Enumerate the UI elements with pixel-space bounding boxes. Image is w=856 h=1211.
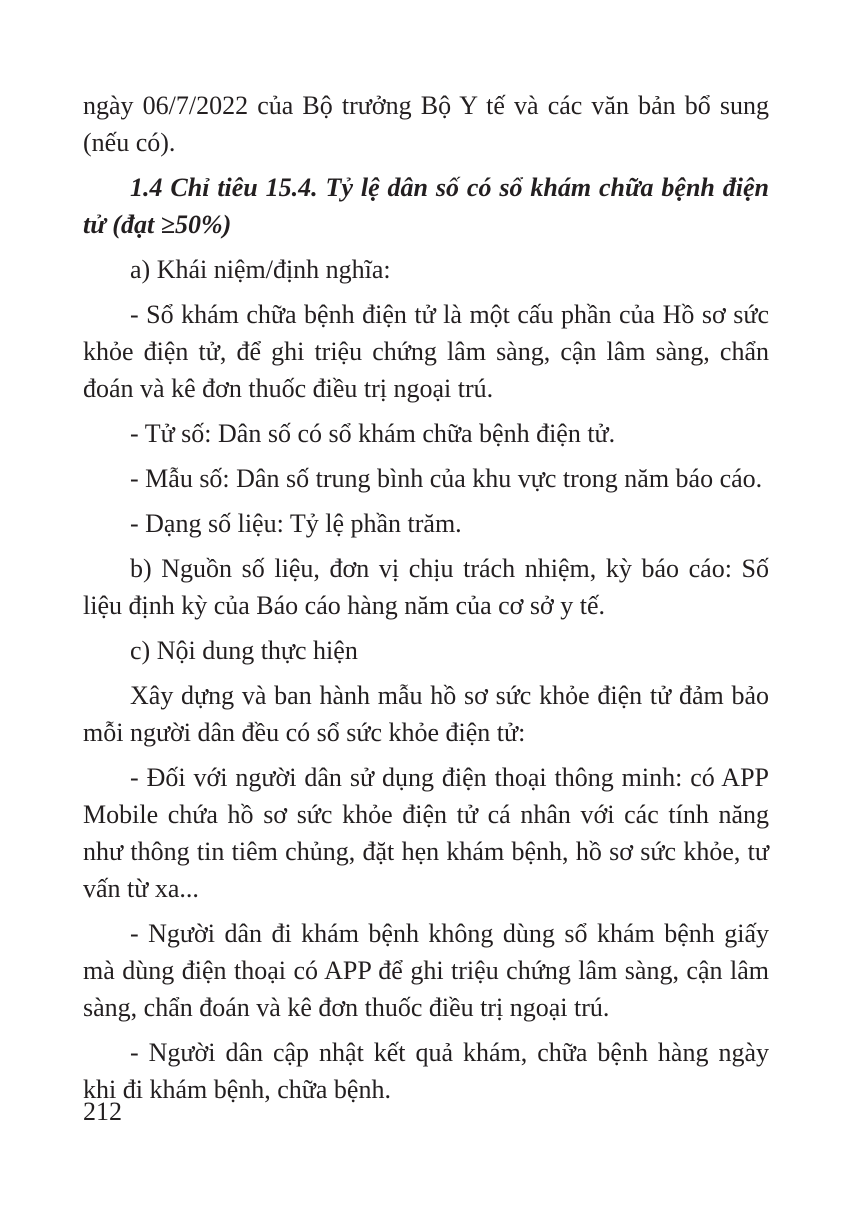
body-text — [83, 87, 769, 1116]
definition-paragraph: - Sổ khám chữa bệnh điện tử là một cấu phần của Hồ sơ sức khỏe điện tử, để ghi triệu chứng lâm sàng, cận lâm sàng, chẩn đoán và kê đơn thuốc điều trị ngoại trú. — [83, 300, 769, 403]
section-heading: 1.4 Chỉ tiêu 15.4. Tỷ lệ dân số có sổ khám chữa bệnh điện tử (đạt ≥50%) — [83, 173, 769, 239]
denominator-paragraph: - Mẫu số: Dân số trung bình của khu vực trong năm báo cáo. — [130, 464, 763, 493]
update-results-paragraph: - Người dân cập nhật kết quả khám, chữa bệnh hàng ngày khi đi khám bệnh, chữa bệnh. — [83, 1038, 769, 1104]
app-usage-paragraph: - Người dân đi khám bệnh không dùng sổ khám bệnh giấy mà dùng điện thoại có APP để ghi triệu chứng lâm sàng, cận lâm sàng, chẩn đoán và kê đơn thuốc điều trị ngoại trú. — [83, 919, 769, 1022]
smartphone-users-paragraph: - Đối với người dân sử dụng điện thoại thông minh: có APP Mobile chứa hồ sơ sức khỏe điện tử cá nhân với các tính năng như thông tin tiêm chủng, đặt hẹn khám bệnh, hồ sơ sức khỏe, tư vấn từ xa... — [83, 763, 769, 903]
numerator-paragraph: - Tử số: Dân số có sổ khám chữa bệnh điện tử. — [130, 419, 616, 448]
subsection-b-paragraph: b) Nguồn số liệu, đơn vị chịu trách nhiệm, kỳ báo cáo: Số liệu định kỳ của Báo cáo hàng năm của cơ sở y tế. — [83, 554, 769, 620]
paragraph-continuation: ngày 06/7/2022 của Bộ trưởng Bộ Y tế và các văn bản bổ sung (nếu có). — [83, 91, 769, 157]
data-type-paragraph: - Dạng số liệu: Tỷ lệ phần trăm. — [130, 509, 462, 538]
subsection-a-label: a) Khái niệm/định nghĩa: — [130, 255, 391, 284]
implementation-paragraph: Xây dựng và ban hành mẫu hồ sơ sức khỏe điện tử đảm bảo mỗi người dân đều có sổ sức khỏe điện tử: — [83, 681, 769, 747]
subsection-c-label: c) Nội dung thực hiện — [130, 636, 358, 665]
page-number: 212 — [83, 1097, 122, 1126]
